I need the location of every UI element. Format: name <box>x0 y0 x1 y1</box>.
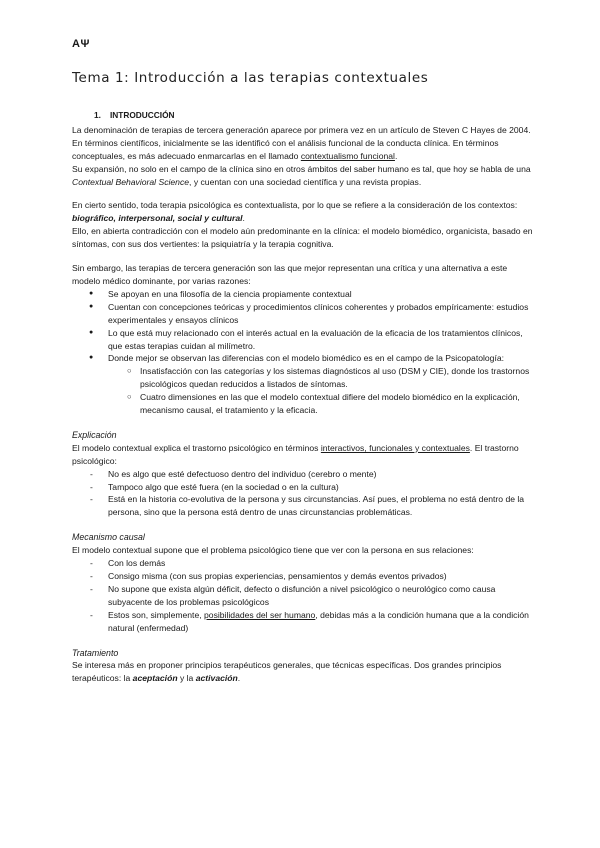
text-span: . <box>237 673 241 684</box>
section-title: INTRODUCCIÓN <box>110 110 175 120</box>
text-span: . <box>242 213 245 224</box>
list-item: - Está en la historia co-evolutiva de la persona y sus circunstancias. Así pues, el problema no está dentro de la persona, sino que la persona está dentro de unas circunstancias problemáticas. <box>72 493 534 519</box>
intro-paragraph-5: Ello, en abierta contradicción con el modelo aún predominante en la clínica: el modelo biomédico, organicista, basado en síntomas, con sus dos vertientes: la psiquiatría y la terapia cognitiva. <box>72 226 533 250</box>
bold-term: biográfico, interpersonal, social y cultural <box>72 213 243 224</box>
posibilidades-link[interactable]: posibilidades del ser humano <box>204 609 316 620</box>
text-span: . <box>394 150 398 161</box>
list-item: - Consigo misma (con sus propias experiencias, pensamientos y demás eventos privados) <box>72 570 534 583</box>
reasons-list <box>72 288 534 365</box>
text-span: , y cuentan con una sociedad científica y una revista propias. <box>189 176 422 187</box>
text-span: Se interesa más en proponer principios terapéuticos generales, que técnicas específicas. Dos grandes principios terapéuticos: la <box>72 660 502 684</box>
subheading-explicacion: Explicación <box>72 429 117 440</box>
bold-term: aceptación <box>132 673 178 684</box>
tratamiento-paragraph <box>72 659 534 685</box>
section-number: 1. <box>94 110 101 120</box>
italic-term: Contextual Behavioral Science <box>72 176 190 187</box>
text-span: . El trastorno psicológico: <box>72 442 519 466</box>
psychopathology-sublist <box>72 365 534 417</box>
intro-paragraph-3 <box>72 163 534 189</box>
list-item: - No es algo que esté defectuoso dentro del individuo (cerebro o mente) <box>72 468 534 481</box>
bold-term: activación <box>195 673 238 684</box>
list-item: ● Se apoyan en una filosofía de la ciencia propiamente contextual <box>72 288 534 301</box>
list-item: ○ Insatisfacción con las categorías y los sistemas diagnósticos al uso (DSM y CIE), donde los trastornos psicológicos quedan reducidos a listados de síntomas. <box>72 365 534 391</box>
subheading-tratamiento: Tratamiento <box>72 647 119 658</box>
text-span: Estos son, simplemente, <box>108 609 205 620</box>
page-title: Tema 1: Introducción a las terapias contextuales <box>72 70 429 86</box>
mecanismo-list <box>72 557 534 634</box>
text-span: En términos científicos, inicialmente se las identificó con el análisis funcional de la conducta clínica. En términos conceptuales, es más adecuado enmarcarlas en el llamado <box>72 137 499 161</box>
list-item: ○ Cuatro dimensiones en las que el modelo contextual difiere del modelo biomédico en la explicación, mecanismo causal, el tratamiento y la eficacia. <box>72 391 534 417</box>
contextualismo-link[interactable]: contextualismo funcional <box>300 150 395 161</box>
header-logo: AΨ <box>72 38 90 50</box>
text-span: , debidas más a la condición humana que a la condición natural (enfermedad) <box>108 609 529 633</box>
list-item: ● Donde mejor se observan las diferencias con el modelo biomédico es en el campo de la Psicopatología: <box>72 352 534 365</box>
subheading-mecanismo: Mecanismo causal <box>72 532 145 543</box>
text-span: El modelo contextual explica el trastorno psicológico en términos <box>72 442 321 453</box>
mecanismo-paragraph: El modelo contextual supone que el problema psicológico tiene que ver con la persona en sus relaciones: <box>72 545 474 556</box>
list-item: - Tampoco algo que esté fuera (en la sociedad o en la cultura) <box>72 481 534 494</box>
list-item: - Con los demás <box>72 557 534 570</box>
intro-paragraph-6: Sin embargo, las terapias de tercera generación son las que mejor representan una crítica y una alternativa a este modelo médico dominante, por varias razones: <box>72 263 508 286</box>
text-span: y la <box>177 673 196 684</box>
list-item <box>72 609 534 635</box>
intro-paragraph-2 <box>72 137 534 163</box>
text-span: Su expansión, no solo en el campo de la clínica sino en otros ámbitos del saber humano es tal, que hoy se habla de una <box>72 163 531 174</box>
intro-paragraph-1: La denominación de terapias de tercera generación aparece por primera vez en un artículo de Steven C Hayes de 2004. <box>72 124 531 135</box>
list-item: ● Cuentan con concepciones teóricas y procedimientos clínicos coherentes y probados empíricamente: estudios experimentales y ensayos clínicos <box>72 301 534 327</box>
document-body <box>72 109 534 685</box>
list-item: ● Lo que está muy relacionado con el interés actual en la evaluación de la eficacia de los tratamientos clínicos, que estas terapias cuidan al milímetro. <box>72 327 534 353</box>
list-item: - No supone que exista algún déficit, defecto o disfunción a nivel psicológico o neurológico como causa subyacente de los problemas psicológicos <box>72 583 534 609</box>
interactivos-link[interactable]: interactivos, funcionales y contextuales <box>320 442 470 453</box>
text-span: En cierto sentido, toda terapia psicológica es contextualista, por lo que se refiere a la consideración de los contextos: <box>72 200 518 211</box>
section-heading <box>94 109 534 122</box>
explicacion-paragraph <box>72 442 534 468</box>
explicacion-list <box>72 468 534 520</box>
intro-paragraph-4 <box>72 199 534 225</box>
